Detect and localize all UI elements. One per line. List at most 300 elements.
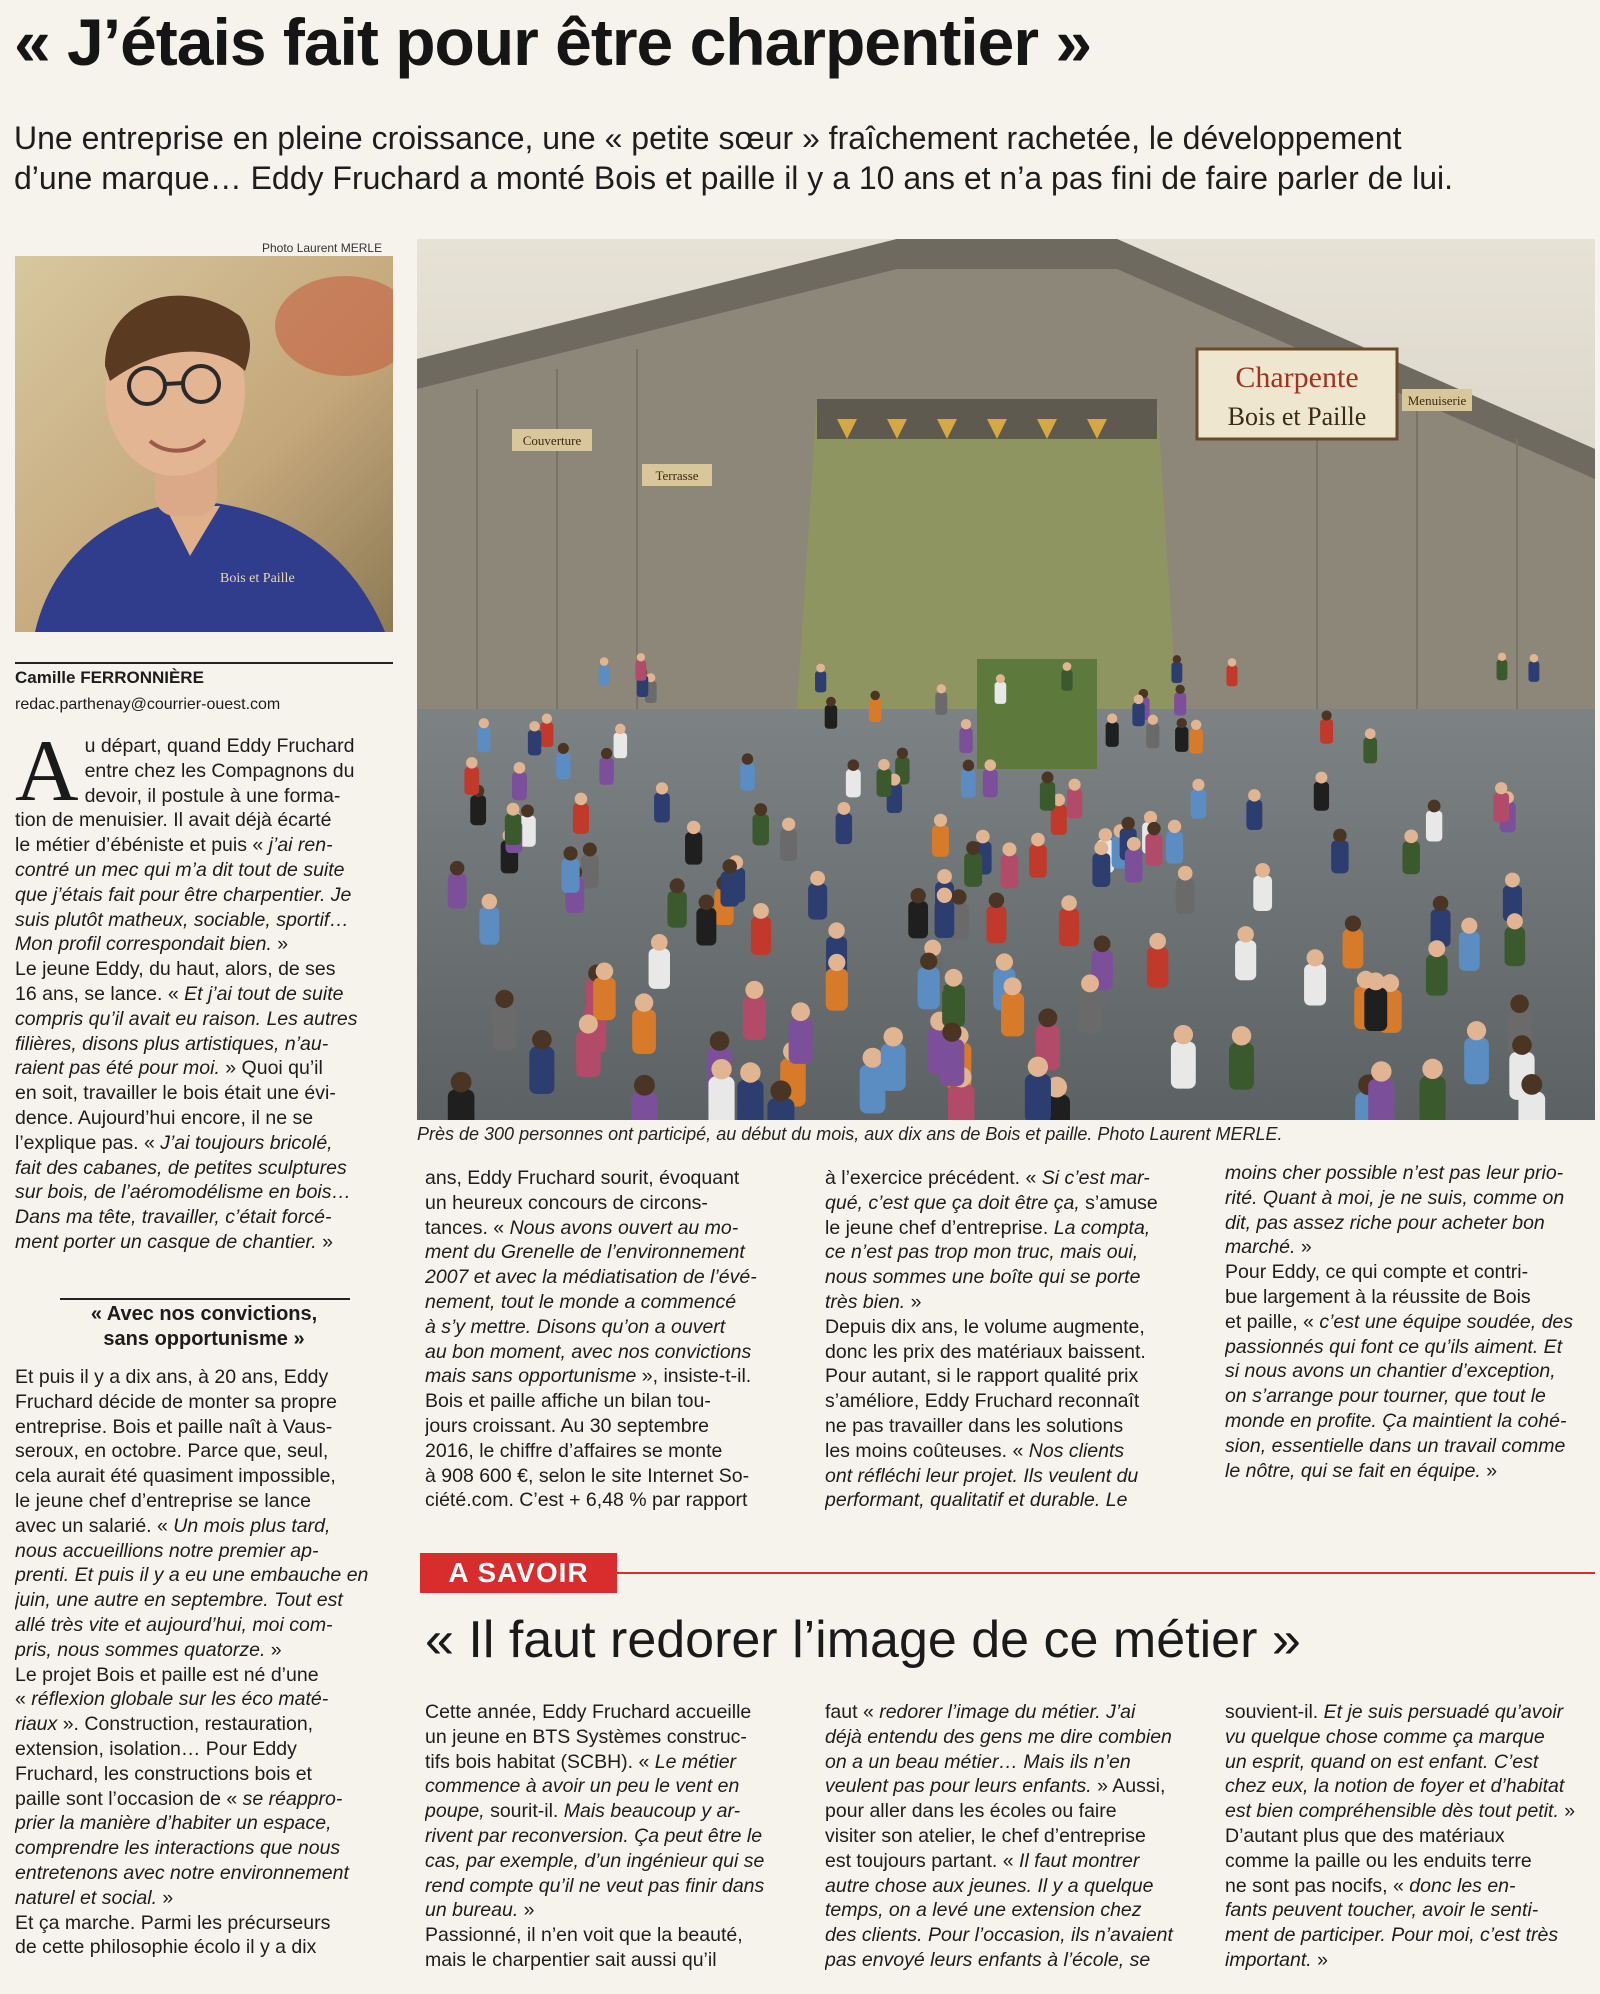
text-roman: ans, Eddy Fruchard sourit, évoquant bbox=[425, 1167, 740, 1189]
text-line bbox=[425, 1439, 805, 1464]
column-6-lines bbox=[825, 1700, 1205, 1973]
text-roman: donc les prix des matériaux baissent. bbox=[825, 1340, 1146, 1363]
text-line bbox=[825, 1488, 1205, 1513]
text-line bbox=[1225, 1725, 1595, 1750]
person-body bbox=[1426, 811, 1442, 842]
person-body bbox=[825, 705, 837, 729]
person-head bbox=[976, 830, 990, 844]
text-line: entre chez les Compagnons du bbox=[84, 759, 355, 782]
text-quote: performant, qualitatif et durable. Le bbox=[825, 1489, 1128, 1512]
text-line bbox=[825, 1725, 1205, 1750]
person-body bbox=[1331, 840, 1348, 873]
text-quote: Le métier bbox=[654, 1750, 737, 1773]
person-head bbox=[754, 803, 767, 816]
text-quote: comprendre les interactions que nous bbox=[15, 1837, 341, 1860]
text-line bbox=[825, 1824, 1205, 1849]
person-body bbox=[1368, 1079, 1394, 1120]
person-head bbox=[897, 748, 908, 759]
subhead bbox=[15, 1302, 393, 1352]
text-line bbox=[15, 1638, 393, 1663]
person-head bbox=[1122, 817, 1135, 830]
text-roman: Et ça marche. Parmi les précurseurs bbox=[15, 1911, 331, 1934]
text-line bbox=[15, 1712, 393, 1737]
text-roman: souvient-il. bbox=[1225, 1701, 1324, 1723]
text-roman: bue largement à la réussite de Bois bbox=[1225, 1285, 1531, 1308]
person-head bbox=[1422, 1059, 1442, 1079]
text-line bbox=[1225, 1260, 1595, 1285]
text-roman: mais le charpentier sait aussi qu’il bbox=[425, 1948, 717, 1971]
person-head bbox=[984, 759, 996, 771]
text-roman: Bois et paille affiche un bilan tou- bbox=[425, 1390, 711, 1413]
person-head bbox=[1307, 949, 1324, 966]
person-head bbox=[1428, 940, 1445, 957]
person-body bbox=[631, 1093, 658, 1120]
text-quote: chez eux, la notion de foyer et d’habitat bbox=[1225, 1775, 1565, 1798]
text-quote: veulent pas pour leurs enfants. bbox=[825, 1775, 1092, 1798]
text-line bbox=[15, 1205, 393, 1230]
person-head bbox=[1345, 915, 1361, 931]
text-quote: nous accueillions notre premier ap- bbox=[15, 1539, 319, 1562]
text-line bbox=[1225, 1434, 1595, 1459]
text-quote: contré un mec qui m’a dit tout de suite bbox=[15, 858, 345, 881]
text-line bbox=[15, 1663, 393, 1688]
text-line bbox=[425, 1464, 805, 1489]
text-line bbox=[1225, 1849, 1595, 1874]
person-head bbox=[920, 953, 937, 970]
person-body bbox=[846, 769, 861, 797]
person-head bbox=[1144, 811, 1157, 824]
text-tail: » bbox=[271, 933, 289, 956]
person-body bbox=[1226, 665, 1237, 686]
text-quote: Et j’ai tout de suite bbox=[184, 982, 344, 1005]
text-quote: donc les en- bbox=[1409, 1874, 1516, 1897]
text-line bbox=[1225, 1898, 1595, 1923]
text-quote: fait des cabanes, de petites sculptures bbox=[15, 1156, 347, 1179]
person-head bbox=[710, 1031, 730, 1051]
text-roman: visiter son atelier, le chef d’entreprise bbox=[825, 1824, 1146, 1847]
person-body bbox=[1175, 727, 1188, 752]
text-line: devoir, il postule à une forma- bbox=[84, 784, 341, 807]
sign-terrasse: Terrasse bbox=[655, 468, 699, 483]
text-line bbox=[425, 1824, 805, 1849]
text-quote: rivent par reconversion. Ça peut être le bbox=[425, 1824, 763, 1847]
text-line bbox=[425, 1725, 805, 1750]
text-roman: D’autant plus que des matériaux bbox=[1225, 1824, 1505, 1847]
person-body bbox=[1314, 782, 1329, 811]
person-body bbox=[942, 984, 965, 1027]
person-head bbox=[1107, 713, 1117, 723]
person-body bbox=[961, 770, 976, 798]
text-roman: Le jeune Eddy, du haut, alors, de ses bbox=[15, 958, 336, 981]
text-line bbox=[15, 1081, 393, 1106]
text-quote: ment porter un casque de chantier. bbox=[15, 1230, 317, 1253]
person-body bbox=[1166, 831, 1183, 863]
person-head bbox=[1512, 1035, 1532, 1055]
text-roman: seroux, en octobre. Parce que, seul, bbox=[15, 1440, 329, 1463]
text-quote: redorer l’image du métier. J’ai bbox=[879, 1701, 1136, 1723]
text-line bbox=[425, 1874, 805, 1899]
person-head bbox=[637, 653, 645, 661]
person-head bbox=[529, 721, 539, 731]
person-body bbox=[632, 1009, 656, 1054]
person-body bbox=[995, 682, 1007, 704]
person-head bbox=[601, 748, 612, 759]
person-head bbox=[1428, 800, 1441, 813]
person-head bbox=[1255, 863, 1270, 878]
person-head bbox=[451, 1072, 472, 1093]
text-quote: allé très vite et aujourd’hui, moi com- bbox=[15, 1613, 333, 1636]
text-quote: moins cher possible n’est pas leur prio- bbox=[1225, 1162, 1564, 1184]
text-quote: fants peuvent toucher, avoir le senti- bbox=[1225, 1899, 1539, 1922]
person-head bbox=[782, 818, 795, 831]
text-line bbox=[825, 1874, 1205, 1899]
text-line bbox=[825, 1849, 1205, 1874]
text-line bbox=[825, 1464, 1205, 1489]
person-body bbox=[512, 772, 527, 800]
text-tail: ». Construction, restauration, bbox=[57, 1713, 314, 1736]
person-head bbox=[937, 684, 946, 693]
text-quote: j’ai ren- bbox=[268, 834, 333, 857]
text-tail: » bbox=[1558, 1800, 1576, 1823]
person-head bbox=[1173, 655, 1181, 663]
person-head bbox=[699, 895, 715, 911]
person-body bbox=[1493, 793, 1509, 823]
person-body bbox=[477, 727, 490, 752]
portrait-illustration bbox=[15, 256, 393, 632]
person-head bbox=[1521, 1074, 1542, 1095]
text-line bbox=[15, 1056, 393, 1081]
person-body bbox=[948, 1085, 974, 1120]
text-quote: qué, c’est que ça doit être ça, bbox=[825, 1191, 1080, 1214]
text-line bbox=[15, 1415, 393, 1440]
person-body bbox=[935, 901, 955, 938]
person-body bbox=[1426, 955, 1448, 996]
text-quote: naturel et social. bbox=[15, 1886, 157, 1909]
person-body bbox=[1059, 909, 1079, 947]
person-head bbox=[1248, 789, 1260, 801]
text-line bbox=[15, 1886, 393, 1911]
text-quote: Un mois plus tard, bbox=[173, 1514, 331, 1537]
person-body bbox=[815, 671, 826, 692]
column-7-lines bbox=[1225, 1700, 1595, 1973]
text-roman: entreprise. Bois et paille naît à Vaus- bbox=[15, 1415, 333, 1438]
sign-couverture: Couverture bbox=[522, 433, 582, 448]
text-line bbox=[425, 1799, 805, 1824]
person-head bbox=[1094, 841, 1108, 855]
text-quote: un esprit, quand on est enfant. C’est bbox=[1225, 1750, 1539, 1773]
text-tail: » bbox=[1480, 1459, 1498, 1482]
text-roman: en soit, travailler le bois était une évi- bbox=[15, 1082, 336, 1105]
text-line bbox=[15, 1365, 393, 1390]
text-line bbox=[825, 1240, 1205, 1265]
text-line bbox=[425, 1315, 805, 1340]
text-line bbox=[15, 1911, 393, 1936]
person-body bbox=[1000, 854, 1018, 888]
person-body bbox=[1253, 876, 1272, 911]
text-line bbox=[15, 1032, 393, 1057]
person-head bbox=[1028, 1057, 1048, 1077]
person-head bbox=[810, 871, 825, 886]
person-body bbox=[808, 884, 827, 920]
text-roman: cela aurait été quasiment impossible, bbox=[15, 1465, 336, 1488]
person-head bbox=[870, 691, 880, 701]
text-line bbox=[825, 1774, 1205, 1799]
person-body bbox=[1001, 993, 1024, 1037]
text-line bbox=[15, 1935, 393, 1960]
text-roman: ciété.com. C’est + 6,48 % par rapport bbox=[425, 1489, 748, 1512]
person-head bbox=[495, 990, 513, 1008]
text-quote: pas envoyé leurs enfants à l’école, se bbox=[825, 1948, 1151, 1971]
column-5-lines bbox=[425, 1700, 805, 1973]
text-line bbox=[15, 1539, 393, 1564]
person-body bbox=[649, 948, 670, 989]
text-line bbox=[15, 1514, 393, 1539]
person-head bbox=[1148, 715, 1158, 725]
person-body bbox=[529, 1047, 554, 1094]
text-quote: rend compte qu’il ne veut pas finir dans bbox=[425, 1874, 765, 1897]
person-head bbox=[942, 1023, 961, 1042]
text-line bbox=[825, 1191, 1205, 1216]
portrait-photo bbox=[15, 256, 393, 632]
person-head bbox=[1505, 873, 1520, 888]
person-body bbox=[1229, 1043, 1254, 1090]
person-body bbox=[752, 814, 769, 845]
text-line bbox=[15, 858, 393, 883]
text-tail: Mais beaucoup y ar- bbox=[563, 1800, 741, 1823]
text-roman: Et puis il y a dix ans, à 20 ans, Eddy bbox=[15, 1366, 329, 1388]
text-tail: s’amuse bbox=[1079, 1191, 1158, 1214]
person-body bbox=[1497, 660, 1508, 680]
text-line bbox=[825, 1700, 1205, 1725]
text-line bbox=[15, 1563, 393, 1588]
person-head bbox=[479, 718, 489, 728]
text-line bbox=[15, 1811, 393, 1836]
person-body bbox=[1363, 737, 1377, 763]
text-roman: le jeune chef d’entreprise. bbox=[825, 1216, 1054, 1239]
text-quote: des clients. Pour l’occasion, ils n’avaient bbox=[825, 1924, 1173, 1947]
text-roman: s’améliore, Eddy Fruchard reconnaît bbox=[825, 1390, 1140, 1413]
person-head bbox=[1178, 866, 1193, 881]
person-body bbox=[593, 978, 616, 1021]
text-roman: Passionné, il n’en voit que la beauté, bbox=[425, 1924, 743, 1947]
person-body bbox=[751, 917, 771, 955]
sign-charpente: Charpente bbox=[1235, 361, 1359, 394]
text-tail: » bbox=[1295, 1236, 1312, 1259]
text-roman: faut « bbox=[825, 1701, 880, 1723]
text-roman: ne sont pas nocifs, « bbox=[1225, 1874, 1410, 1897]
person-body bbox=[1304, 964, 1326, 1006]
person-body bbox=[654, 793, 670, 823]
text-roman: 16 ans, se lance. « bbox=[15, 982, 185, 1005]
text-quote: le nôtre, qui se fait en équipe. bbox=[1225, 1459, 1481, 1482]
person-head bbox=[848, 759, 860, 771]
text-line bbox=[15, 883, 393, 908]
person-head bbox=[1404, 830, 1418, 844]
text-roman: extension, isolation… Pour Eddy bbox=[15, 1737, 297, 1760]
person-head bbox=[1134, 694, 1144, 704]
text-line bbox=[15, 1156, 393, 1181]
text-quote: ment de participer. Pour moi, c’est très bbox=[1225, 1924, 1559, 1947]
person-body bbox=[767, 1098, 794, 1120]
text-line bbox=[15, 957, 393, 982]
person-head bbox=[1168, 820, 1181, 833]
person-head bbox=[996, 674, 1005, 683]
person-head bbox=[600, 657, 609, 666]
person-head bbox=[816, 664, 825, 673]
text-roman: tifs bois habitat (SCBH). « bbox=[425, 1750, 655, 1773]
text-quote: ont réfléchi leur projet. Ils veulent du bbox=[825, 1464, 1139, 1487]
text-line bbox=[425, 1849, 805, 1874]
text-line bbox=[15, 1737, 393, 1762]
text-line bbox=[15, 1489, 393, 1514]
person-head bbox=[878, 759, 890, 771]
text-line bbox=[425, 1750, 805, 1775]
text-quote: est bien compréhensible dès tout petit. bbox=[1225, 1800, 1559, 1823]
person-head bbox=[791, 1002, 810, 1021]
text-line bbox=[1225, 1335, 1595, 1360]
text-tail: sourit-il. bbox=[484, 1800, 564, 1823]
person-body bbox=[964, 853, 982, 887]
person-body bbox=[708, 1076, 734, 1120]
person-body bbox=[1419, 1076, 1445, 1120]
text-line bbox=[1225, 1750, 1595, 1775]
text-roman: Fruchard décide de monter sa propre bbox=[15, 1390, 337, 1413]
person-body bbox=[685, 832, 702, 864]
text-line bbox=[15, 833, 393, 858]
person-head bbox=[961, 719, 971, 729]
person-head bbox=[532, 1030, 552, 1050]
text-line bbox=[825, 1216, 1205, 1241]
text-line bbox=[15, 1836, 393, 1861]
person-body bbox=[1174, 693, 1186, 716]
text-quote: cas, par exemple, d’un ingénieur qui se bbox=[425, 1849, 765, 1872]
person-body bbox=[1518, 1092, 1545, 1120]
person-head bbox=[583, 842, 597, 856]
text-line: u départ, quand Eddy Fruchard bbox=[84, 735, 355, 757]
person-body bbox=[528, 730, 541, 755]
person-head bbox=[542, 714, 552, 724]
text-line bbox=[15, 1687, 393, 1712]
text-quote: se réappro- bbox=[242, 1787, 343, 1810]
text-roman: ne pas travailler dans les solutions bbox=[825, 1414, 1124, 1437]
text-roman: « bbox=[15, 1688, 32, 1711]
text-line bbox=[1225, 1774, 1595, 1799]
text-line bbox=[1225, 1186, 1595, 1211]
text-quote: vu quelque chose comme ça marque bbox=[1225, 1725, 1545, 1748]
person-body bbox=[1029, 844, 1047, 877]
person-head bbox=[1433, 896, 1449, 912]
text-roman: pour aller dans les écoles ou faire bbox=[825, 1800, 1117, 1823]
text-quote: marché. bbox=[1225, 1236, 1296, 1259]
text-roman: un jeune en BTS Systèmes construc- bbox=[425, 1725, 747, 1748]
text-roman: paille sont l’occasion de « bbox=[15, 1787, 243, 1810]
person-head bbox=[1081, 974, 1099, 992]
shirt-logo: Bois et Paille bbox=[220, 571, 295, 586]
text-quote: dit, pas assez riche pour acheter bon bbox=[1225, 1211, 1545, 1234]
person-head bbox=[1177, 718, 1187, 728]
text-line bbox=[1225, 1874, 1595, 1899]
person-body bbox=[720, 871, 739, 906]
subhead-line: sans opportunisme » bbox=[103, 1328, 305, 1350]
text-quote: riaux bbox=[15, 1713, 58, 1736]
text-line bbox=[15, 1230, 393, 1255]
text-line bbox=[1225, 1211, 1595, 1236]
person-head bbox=[564, 846, 578, 860]
person-body bbox=[493, 1005, 517, 1049]
text-quote: poupe, bbox=[425, 1800, 485, 1823]
person-head bbox=[1467, 1021, 1486, 1040]
person-body bbox=[959, 728, 972, 753]
person-body bbox=[869, 699, 881, 722]
text-line bbox=[1225, 1384, 1595, 1409]
text-roman: avec un salarié. « bbox=[15, 1514, 174, 1537]
person-head bbox=[1042, 772, 1054, 784]
text-line bbox=[15, 1613, 393, 1638]
person-body bbox=[599, 665, 610, 686]
person-head bbox=[1004, 977, 1022, 995]
person-body bbox=[573, 803, 589, 833]
person-body bbox=[470, 795, 486, 825]
person-head bbox=[521, 804, 534, 817]
text-line bbox=[1225, 1923, 1595, 1948]
person-head bbox=[828, 922, 844, 938]
text-line bbox=[15, 1464, 393, 1489]
text-line bbox=[1225, 1459, 1595, 1484]
dropcap: A bbox=[15, 723, 79, 820]
person-head bbox=[963, 760, 975, 772]
text-line bbox=[15, 1106, 393, 1131]
text-quote: compris qu’il avait eu raison. Les autres bbox=[15, 1007, 358, 1030]
person-head bbox=[1069, 779, 1081, 791]
text-roman: tances. « bbox=[425, 1216, 510, 1239]
text-quote: Dans ma tête, travailler, c’était forcé- bbox=[15, 1206, 332, 1229]
text-quote: entretenons avec notre environnement bbox=[15, 1861, 349, 1884]
person-body bbox=[1235, 940, 1256, 980]
text-line bbox=[15, 1762, 393, 1787]
headline: « J’étais fait pour être charpentier » bbox=[14, 5, 1092, 79]
text-line bbox=[425, 1290, 805, 1315]
person-body bbox=[1145, 833, 1162, 866]
photo-caption: Près de 300 personnes ont participé, au début du mois, aux dix ans de Bois et paille. Photo Laurent MERLE. bbox=[417, 1124, 1283, 1144]
column-2-lines bbox=[425, 1166, 805, 1513]
text-roman: Cette année, Eddy Fruchard accueille bbox=[425, 1701, 752, 1723]
person-head bbox=[687, 821, 700, 834]
person-body bbox=[1343, 929, 1364, 968]
text-line bbox=[1225, 1948, 1595, 1973]
person-body bbox=[1402, 841, 1420, 874]
person-head bbox=[1038, 1008, 1057, 1027]
text-quote: à s’y mettre. Disons qu’on a ouvert bbox=[425, 1315, 726, 1338]
person-head bbox=[1099, 828, 1113, 842]
text-line bbox=[1225, 1700, 1595, 1725]
text-roman: Pour Eddy, ce qui compte et contri- bbox=[1225, 1261, 1529, 1284]
subhead-line: « Avec nos convictions, bbox=[90, 1303, 318, 1325]
text-quote: que j’étais fait pour être charpentier. Je bbox=[15, 883, 352, 906]
text-quote: Nous avons ouvert au mo- bbox=[509, 1216, 739, 1239]
person-body bbox=[561, 859, 579, 893]
person-body bbox=[1176, 878, 1195, 914]
text-quote: si nous avons un chantier d’exception, bbox=[1225, 1360, 1556, 1383]
person-body bbox=[1504, 927, 1525, 966]
person-head bbox=[1461, 918, 1477, 934]
text-quote: réflexion globale sur les éco maté- bbox=[31, 1688, 329, 1711]
byline-rule bbox=[15, 662, 393, 664]
person-head bbox=[745, 981, 763, 999]
text-quote: Et je suis persuadé qu’avoir bbox=[1323, 1701, 1564, 1723]
text-quote: raient pas été pour moi. bbox=[15, 1057, 220, 1080]
text-line bbox=[825, 1265, 1205, 1290]
person-head bbox=[670, 878, 685, 893]
